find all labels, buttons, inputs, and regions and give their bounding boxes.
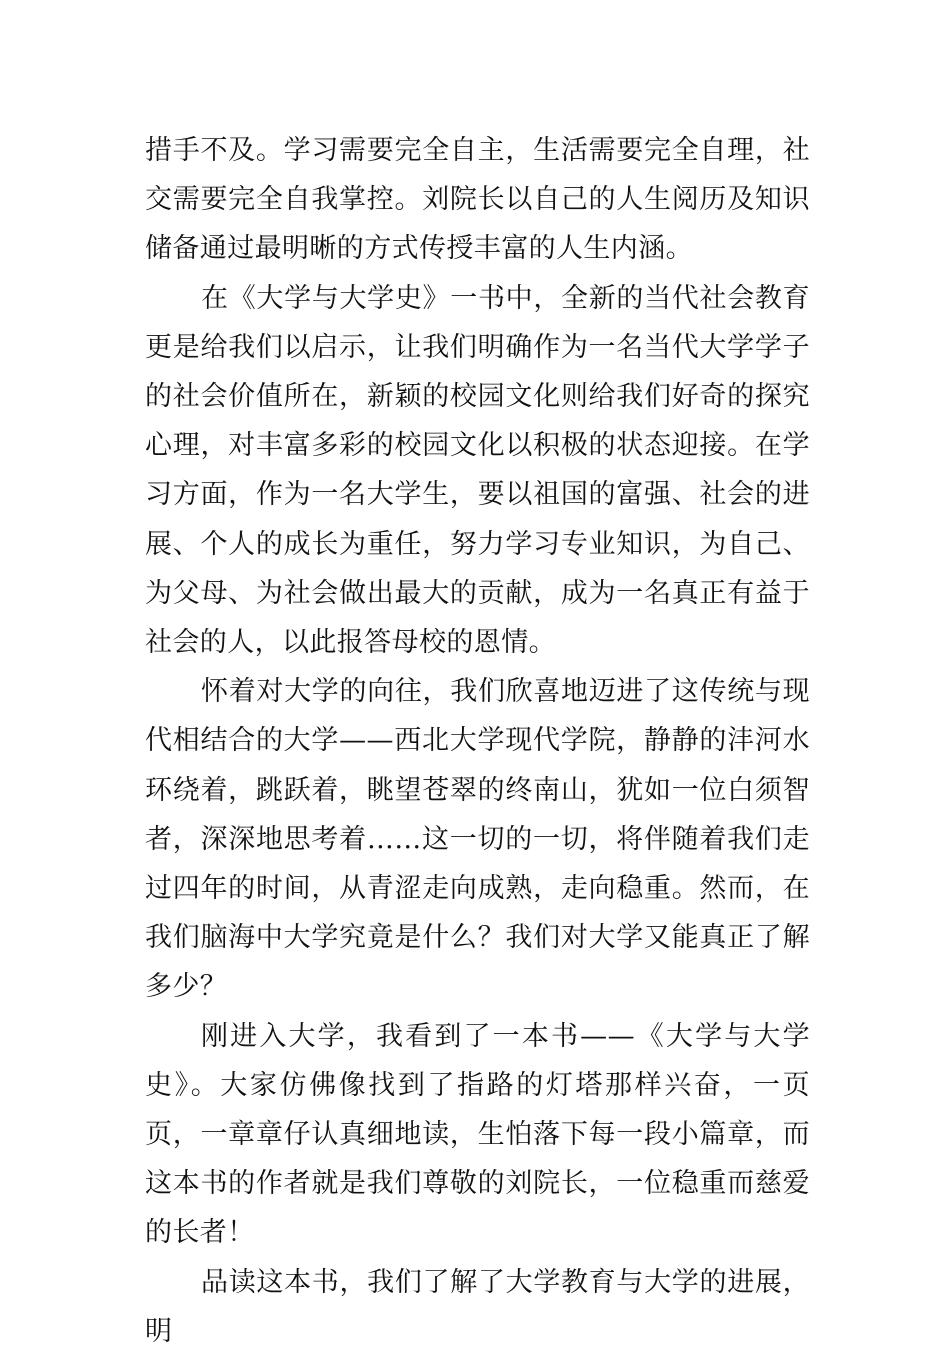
- paragraph-5: 品读这本书，我们了解了大学教育与大学的进展，明: [145, 1266, 810, 1347]
- paragraph-3: 怀着对大学的向往，我们欣喜地迈进了这传统与现代相结合的大学——西北大学现代学院，静静的沣河水环绕着，跳跃着，眺望苍翠的终南山，犹如一位白须智者，深深地思考着……这一切的一切，将伴随着我们走过四年的时间，从青涩走向成熟，走向稳重。然而，在我们脑海中大学究竟是什么？我们对大学又能真正了解多少？: [145, 676, 810, 1003]
- paragraph-2: 在《大学与大学史》一书中，全新的当代社会教育更是给我们以启示，让我们明确作为一名当代大学学子的社会价值所在，新颖的校园文化则给我们好奇的探究心理，对丰富多彩的校园文化以积极的状态迎接。在学习方面，作为一名大学生，要以祖国的富强、社会的进展、个人的成长为重任，努力学习专业知识，为自己、为父母、为社会做出最大的贡献，成为一名真正有益于社会的人，以此报答母校的恩情。: [145, 282, 810, 659]
- document-body: [145, 126, 810, 1356]
- paragraph-4: 刚进入大学，我看到了一本书——《大学与大学史》。大家仿佛像找到了指路的灯塔那样兴奋，一页页，一章章仔认真细地读，生怕落下每一段小篇章，而这本书的作者就是我们尊敬的刘院长，一位稳重而慈爱的长者！: [145, 1020, 810, 1249]
- paragraph-1: 措手不及。学习需要完全自主，生活需要完全自理，社交需要完全自我掌控。刘院长以自己的人生阅历及知识储备通过最明晰的方式传授丰富的人生内涵。: [145, 135, 810, 265]
